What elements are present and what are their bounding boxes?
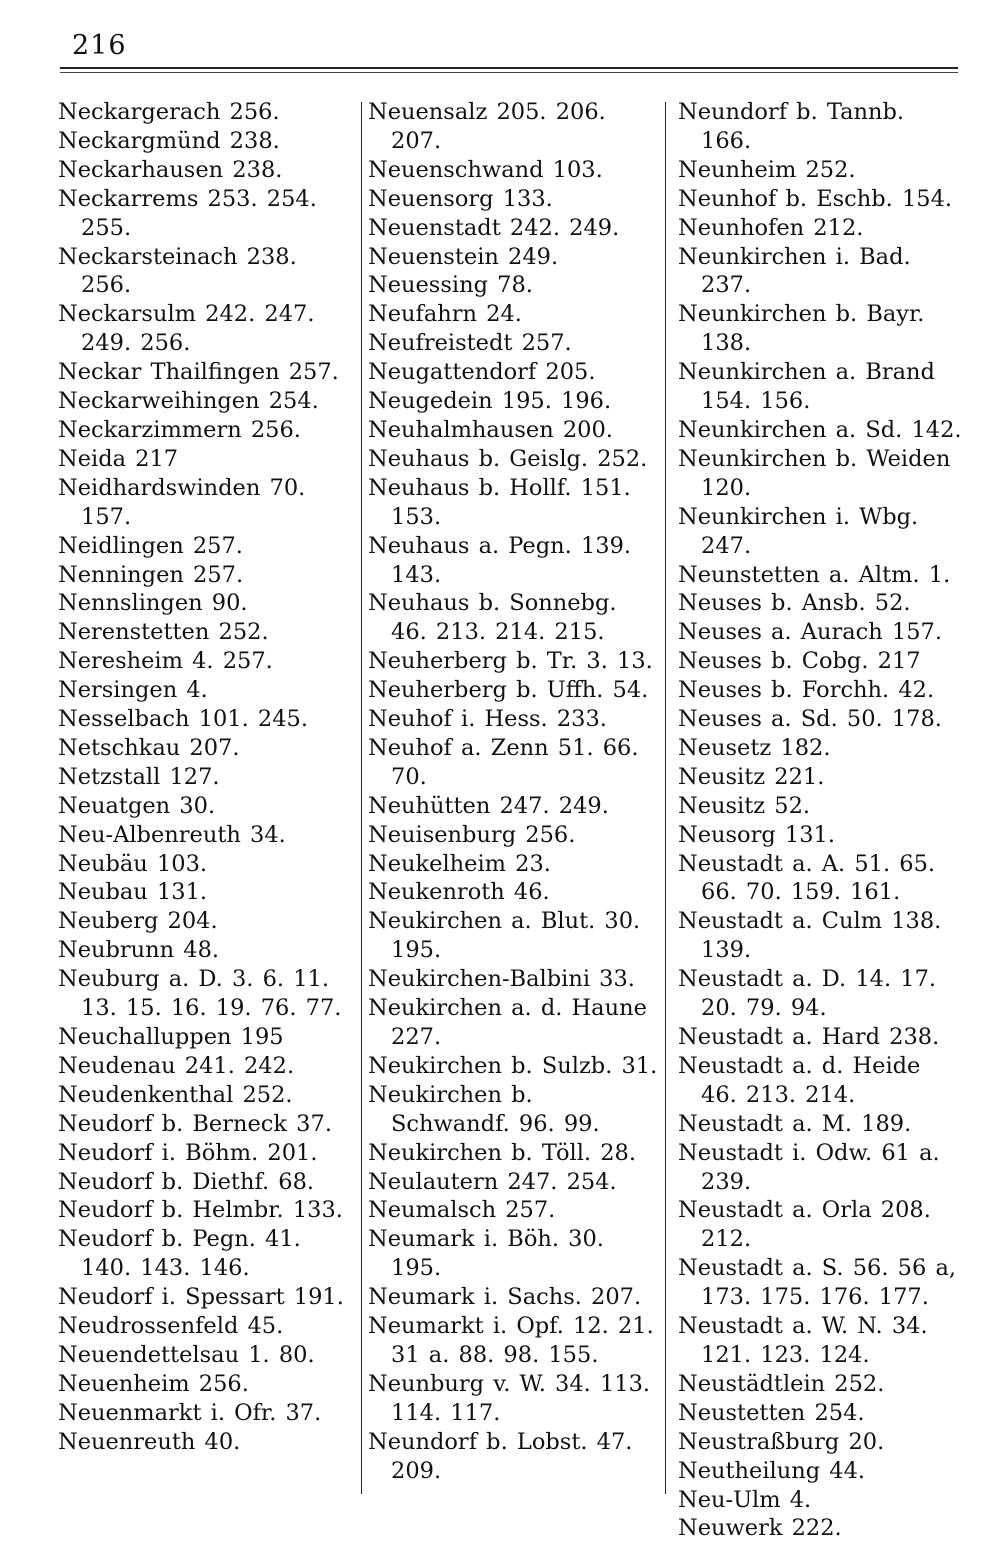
index-entry: Neustetten 254.: [678, 1399, 865, 1426]
index-entry: Neuses b. Forchh. 42.: [678, 677, 935, 704]
index-entry: Neustadt i. Odw. 61 a. 239.: [678, 1139, 940, 1195]
index-entry: Neuhütten 247. 249.: [368, 792, 609, 819]
index-entry: Neuendettelsau 1. 80.: [58, 1341, 315, 1368]
index-entry: Nesselbach 101. 245.: [58, 706, 309, 733]
index-column-3: [678, 98, 963, 1543]
index-entry: Neckargerach 256.: [58, 99, 280, 125]
index-column-2: [368, 98, 660, 1486]
index-entry: Neudenkenthal 252.: [58, 1081, 293, 1108]
index-entry: Neustädtlein 252.: [678, 1370, 885, 1397]
index-entry: Neudorf b. Berneck 37.: [58, 1110, 332, 1137]
index-entry: Neunkirchen b. Bayr. 138.: [678, 301, 925, 357]
index-entry: Neudorf b. Pegn. 41. 140. 143. 146.: [58, 1226, 301, 1282]
index-entry: Neuenreuth 40.: [58, 1428, 241, 1455]
index-entry: Neukirchen a. d. Haune 227.: [368, 995, 647, 1050]
index-entry: Nerenstetten 252.: [58, 619, 269, 646]
index-entry: Neustadt a. A. 51. 65. 66. 70. 159. 161.: [678, 850, 936, 906]
index-entry: Neunkirchen a. Brand 154. 156.: [678, 359, 935, 415]
index-entry: Netzstall 127.: [58, 763, 220, 790]
index-entry: Neuensalz 205. 206. 207.: [368, 99, 606, 154]
column-divider: [665, 102, 666, 1494]
index-entry: Neustraßburg 20.: [678, 1428, 885, 1455]
index-entry: Neuenmarkt i. Ofr. 37.: [58, 1399, 322, 1426]
index-entry: Nennslingen 90.: [58, 590, 248, 617]
index-entry: Neckarsteinach 238. 256.: [58, 243, 297, 299]
column-divider: [361, 102, 362, 1494]
index-entry: Neidlingen 257.: [58, 532, 243, 559]
index-entry: Neuburg a. D. 3. 6. 11. 13. 15. 16. 19. 76. 77.: [58, 966, 342, 1022]
index-entry: Neustadt a. Orla 208. 212.: [678, 1197, 931, 1253]
index-entry: Neunkirchen i. Wbg. 247.: [678, 503, 919, 559]
index-entry: Neunkirchen b. Weiden 120.: [678, 445, 951, 501]
index-entry: Neuwerk 222.: [678, 1515, 842, 1542]
index-entry: Neumalsch 257.: [368, 1197, 556, 1224]
index-entry: Neuenstadt 242. 249.: [368, 214, 620, 241]
index-entry: Nersingen 4.: [58, 677, 208, 704]
index-entry: Neundorf b. Tannb. 166.: [678, 99, 905, 154]
header-rule-thin: [60, 72, 958, 73]
index-entry: Neutheilung 44.: [678, 1457, 866, 1484]
index-entry: Neudrossenfeld 45.: [58, 1313, 284, 1340]
index-entry: Neckar Thailfingen 257.: [58, 359, 339, 386]
index-entry: Neunhofen 212.: [678, 214, 864, 241]
index-entry: Neugattendorf 205.: [368, 359, 596, 386]
index-entry: Neudorf i. Spessart 191.: [58, 1284, 344, 1311]
index-entry: Neuses a. Sd. 50. 178.: [678, 706, 942, 733]
index-entry: Neunstetten a. Altm. 1.: [678, 561, 951, 588]
index-entry: Neusitz 52.: [678, 792, 811, 819]
index-entry: Neulautern 247. 254.: [368, 1168, 617, 1195]
index-entry: Neuhaus a. Pegn. 139. 143.: [368, 532, 632, 588]
index-entry: Neustadt a. D. 14. 17. 20. 79. 94.: [678, 966, 937, 1022]
index-entry: Neustadt a. Hard 238.: [678, 1024, 940, 1050]
index-entry: Neudorf i. Böhm. 201.: [58, 1139, 318, 1166]
index-entry: Neustadt a. Culm 138. 139.: [678, 908, 942, 964]
index-entry: Neuatgen 30.: [58, 792, 216, 819]
index-entry: Neunburg v. W. 34. 113. 114. 117.: [368, 1370, 651, 1426]
index-entry: Neustadt a. S. 56. 56 a, 173. 175. 176. 177.: [678, 1255, 957, 1311]
index-entry: Neuhaus b. Geislg. 252.: [368, 445, 648, 472]
header-rule: [60, 67, 958, 69]
index-entry: Neusetz 182.: [678, 734, 831, 761]
index-entry: Neckarweihingen 254.: [58, 388, 319, 415]
index-entry: Neidhardswinden 70. 157.: [58, 474, 306, 530]
index-entry: Neudorf b. Diethf. 68.: [58, 1168, 315, 1195]
index-entry: Neckarhausen 238.: [58, 156, 283, 183]
index-entry: Neubau 131.: [58, 879, 208, 906]
index-entry: Neuhof a. Zenn 51. 66. 70.: [368, 734, 639, 790]
index-entry: Neuherberg b. Tr. 3. 13.: [368, 648, 653, 675]
index-entry: Neida 217: [58, 445, 179, 472]
index-entry: Neustadt a. W. N. 34. 121. 123. 124.: [678, 1313, 928, 1368]
index-entry: Neubrunn 48.: [58, 937, 220, 964]
index-entry: Neu-Ulm 4.: [678, 1486, 812, 1513]
index-entry: Neukenroth 46.: [368, 879, 550, 906]
index-entry: Neuisenburg 256.: [368, 821, 576, 848]
index-entry: Neustadt a. d. Heide 46. 213. 214.: [678, 1052, 921, 1108]
index-entry: Neuberg 204.: [58, 908, 218, 935]
index-entry: Neckarrems 253. 254. 255.: [58, 185, 317, 241]
index-entry: Neckarzimmern 256.: [58, 416, 301, 443]
index-entry: Neunheim 252.: [678, 156, 856, 183]
index-entry: Neckargmünd 238.: [58, 127, 280, 154]
index-entry: Neuenschwand 103.: [368, 156, 603, 183]
index-entry: Neubäu 103.: [58, 850, 208, 877]
index-entry: Neugedein 195. 196.: [368, 388, 612, 415]
index-entry: Neumark i. Sachs. 207.: [368, 1284, 642, 1311]
index-entry: Neukirchen a. Blut. 30. 195.: [368, 908, 641, 964]
index-entry: Neckarsulm 242. 247. 249. 256.: [58, 301, 315, 357]
index-entry: Neumarkt i. Opf. 12. 21. 31 a. 88. 98. 155.: [368, 1313, 654, 1368]
page-number: 216: [72, 30, 127, 61]
index-entry: Neunhof b. Eschb. 154.: [678, 185, 953, 212]
index-entry: Neu-Albenreuth 34.: [58, 821, 286, 848]
index-entry: Neufahrn 24.: [368, 301, 522, 328]
index-entry: Neuhalmhausen 200.: [368, 416, 613, 443]
index-entry: Neusorg 131.: [678, 821, 835, 848]
index-entry: Neunkirchen a. Sd. 142.: [678, 416, 962, 443]
index-entry: Neunkirchen i. Bad. 237.: [678, 243, 911, 299]
index-entry: Neuses a. Aurach 157.: [678, 619, 943, 646]
index-entry: Neudenau 241. 242.: [58, 1052, 295, 1079]
index-entry: Neuchalluppen 195: [58, 1024, 284, 1050]
index-entry: Neuenstein 249.: [368, 243, 559, 270]
index-entry: Neudorf b. Helmbr. 133.: [58, 1197, 343, 1224]
index-entry: Neuenheim 256.: [58, 1370, 249, 1397]
index-entry: Neundorf b. Lobst. 47. 209.: [368, 1428, 633, 1484]
index-entry: Neuses b. Ansb. 52.: [678, 590, 911, 617]
index-entry: Neuessing 78.: [368, 272, 533, 299]
index-entry: Neustadt a. M. 189.: [678, 1110, 912, 1137]
index-entry: Neuhaus b. Sonnebg. 46. 213. 214. 215.: [368, 590, 617, 646]
index-entry: Neuherberg b. Uffh. 54.: [368, 677, 649, 704]
index-entry: Neresheim 4. 257.: [58, 648, 273, 675]
index-entry: Neuhof i. Hess. 233.: [368, 706, 607, 733]
index-entry: Neuses b. Cobg. 217: [678, 648, 921, 675]
index-entry: Neuensorg 133.: [368, 185, 553, 212]
index-entry: Nenningen 257.: [58, 561, 244, 588]
index-entry: Neumark i. Böh. 30. 195.: [368, 1226, 604, 1282]
index-entry: Neufreistedt 257.: [368, 330, 572, 357]
index-entry: Neukelheim 23.: [368, 850, 551, 877]
index-entry: Neuhaus b. Hollf. 151. 153.: [368, 474, 631, 530]
index-entry: Neukirchen b. Töll. 28.: [368, 1139, 637, 1166]
index-entry: Netschkau 207.: [58, 734, 240, 761]
index-column-1: [58, 98, 354, 1457]
index-entry: Neukirchen b. Schwandf. 96. 99.: [368, 1081, 600, 1137]
index-entry: Neukirchen b. Sulzb. 31.: [368, 1052, 658, 1079]
index-entry: Neukirchen-Balbini 33.: [368, 966, 635, 993]
index-entry: Neusitz 221.: [678, 763, 825, 790]
